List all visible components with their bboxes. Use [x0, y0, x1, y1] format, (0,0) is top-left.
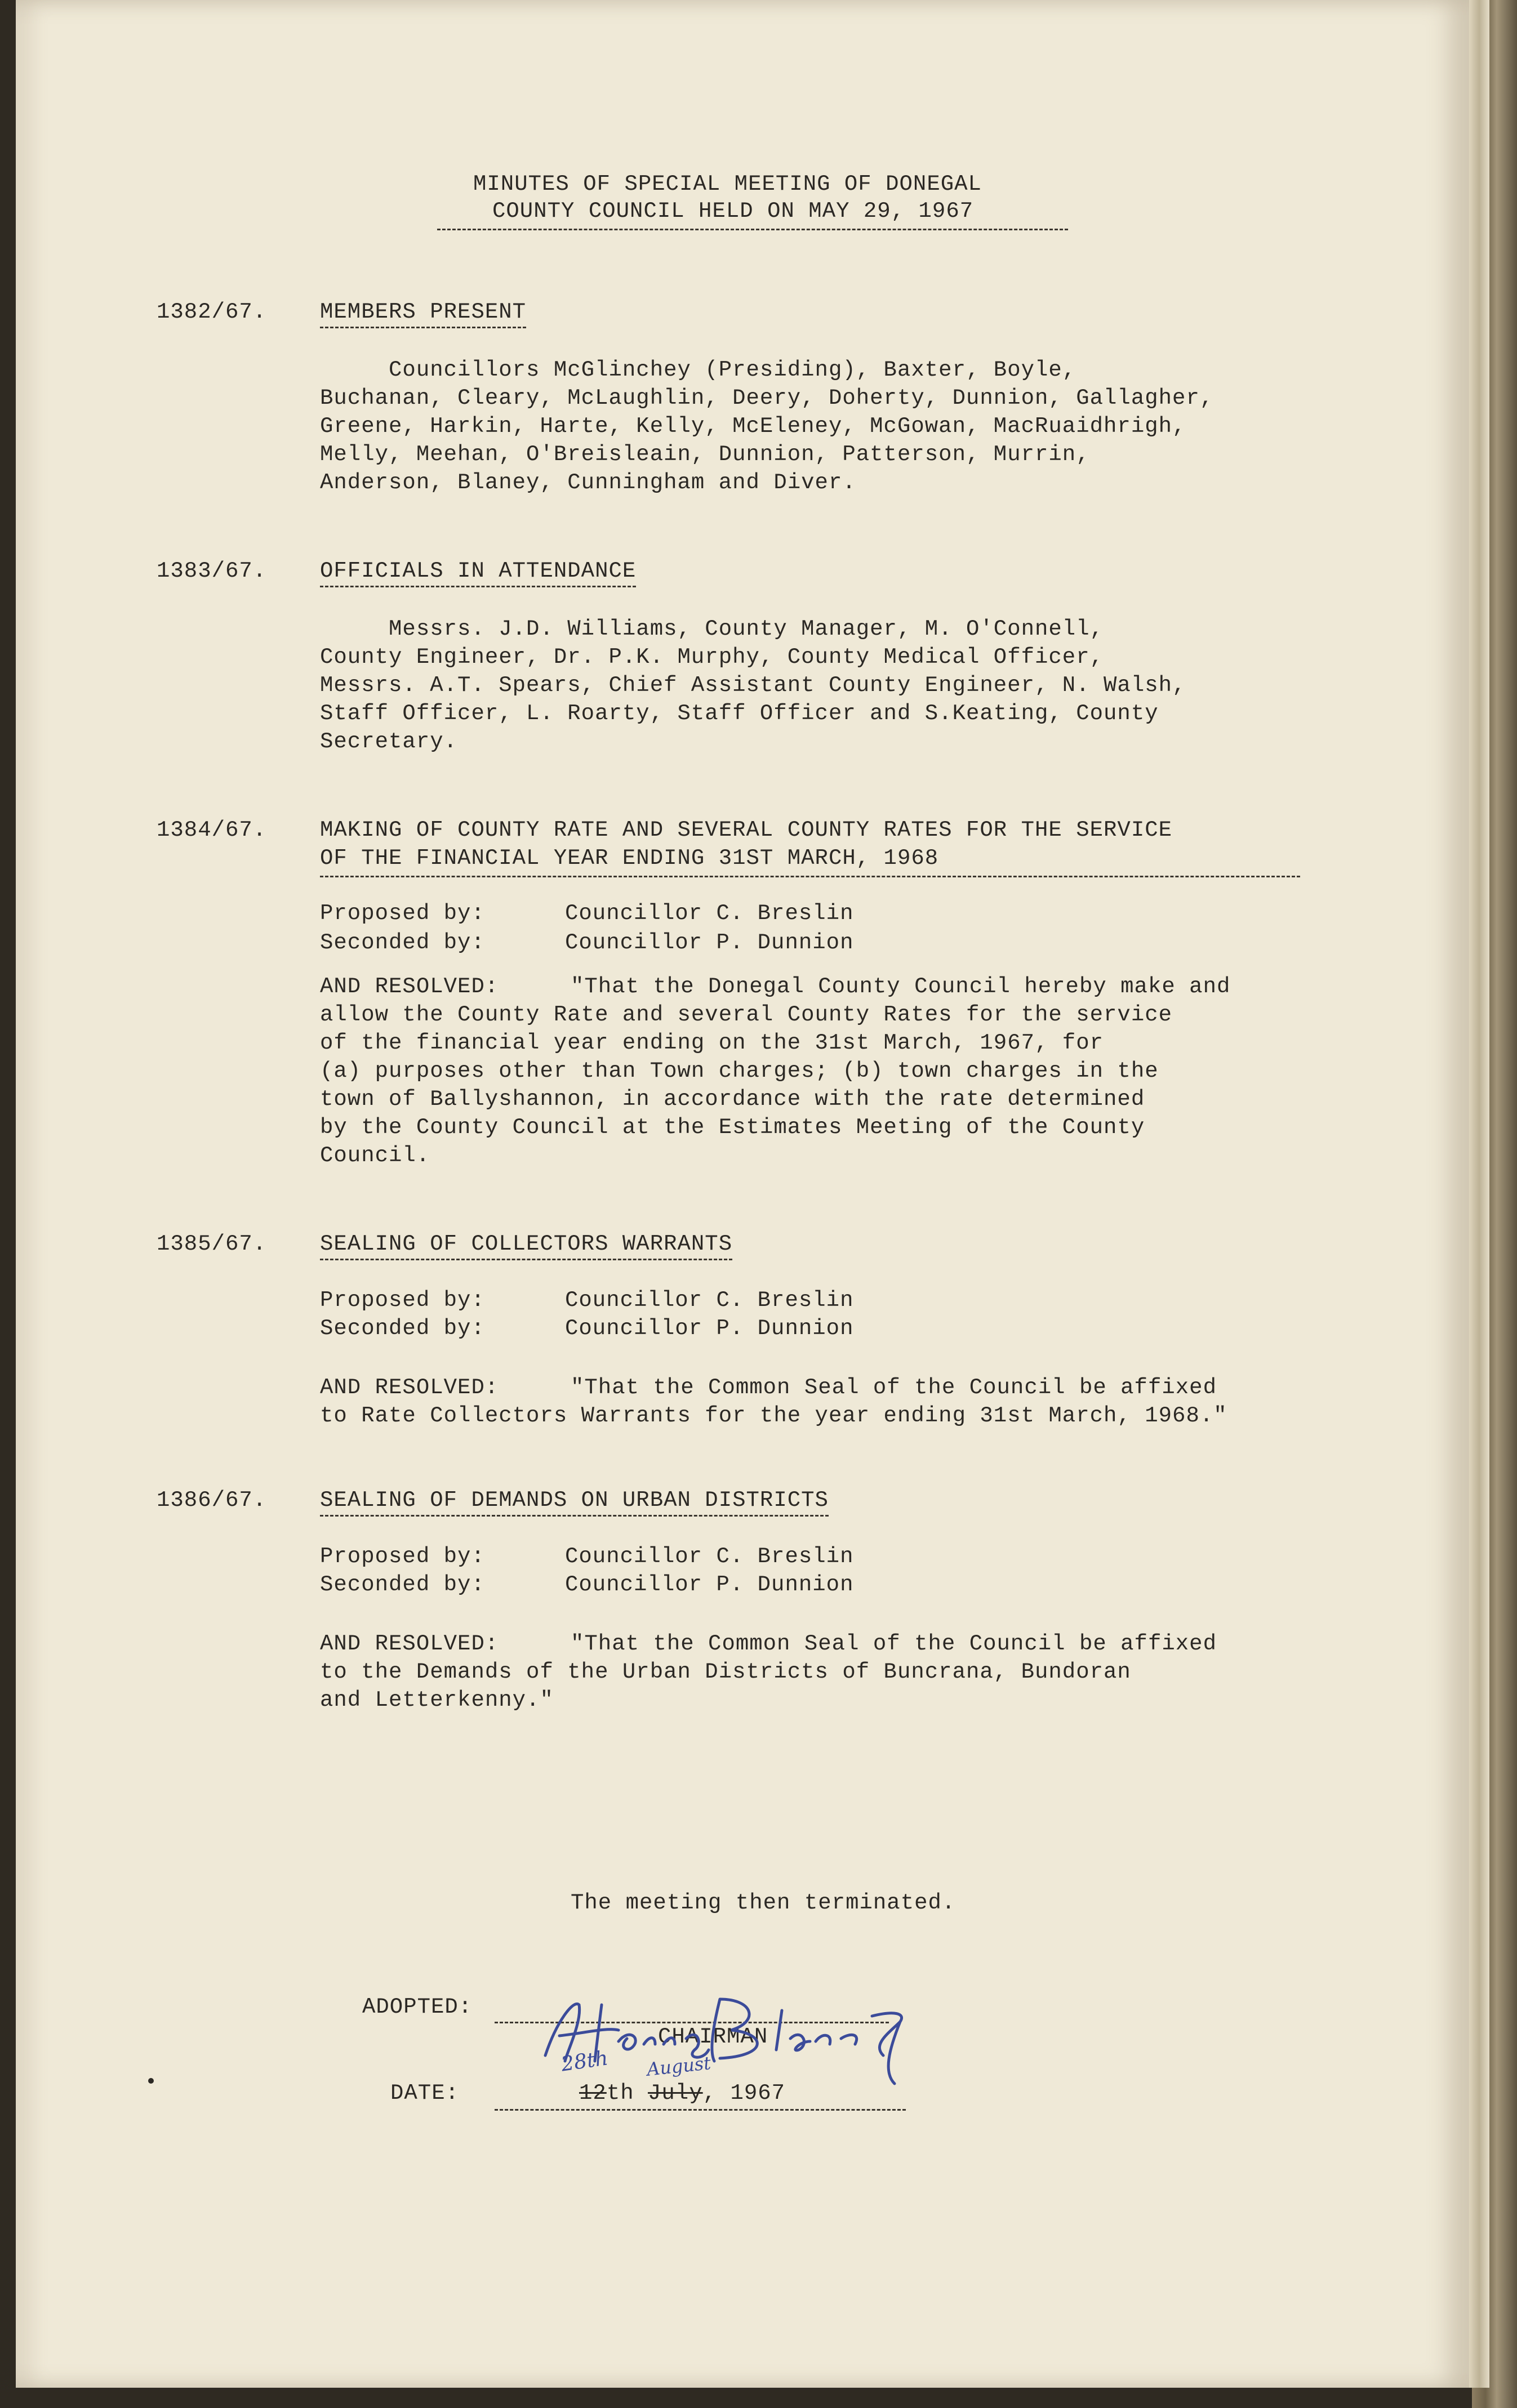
body-line: County Engineer, Dr. P.K. Murphy, County Medical Officer,	[320, 645, 1104, 670]
proposed-value: Councillor C. Breslin	[565, 901, 854, 926]
date-label: DATE:	[390, 2081, 460, 2106]
body-line: Secretary.	[320, 729, 458, 754]
body-line: Melly, Meehan, O'Breisleain, Dunnion, Patterson, Murrin,	[320, 442, 1090, 467]
document-page	[16, 0, 1472, 2388]
body-line: to Rate Collectors Warrants for the year ending 31st March, 1968."	[320, 1403, 1227, 1428]
ink-spot	[148, 2078, 154, 2084]
proposed-label: Proposed by:	[320, 901, 485, 926]
body-line: "That the Donegal County Council hereby make and	[571, 974, 1231, 999]
item-number: 1385/67.	[157, 1232, 267, 1256]
body-line: "That the Common Seal of the Council be affixed	[571, 1375, 1217, 1400]
body-line: Councillors McGlinchey (Presiding), Baxter, Boyle,	[320, 358, 1076, 382]
body-line: and Letterkenny."	[320, 1688, 554, 1713]
section-heading: SEALING OF DEMANDS ON URBAN DISTRICTS	[320, 1490, 829, 1511]
body-line: Greene, Harkin, Harte, Kelly, McEleney, McGowan, MacRuaidhrigh,	[320, 414, 1186, 439]
section-heading: OFFICIALS IN ATTENDANCE	[320, 560, 636, 582]
section-heading-line-2: OF THE FINANCIAL YEAR ENDING 31ST MARCH, 1968	[320, 846, 939, 871]
heading-underline	[320, 876, 1300, 877]
title-line-2: COUNTY COUNCIL HELD ON MAY 29, 1967	[492, 199, 974, 224]
proposed-label: Proposed by:	[320, 1288, 485, 1313]
proposed-label: Proposed by:	[320, 1544, 485, 1569]
resolved-label: AND RESOLVED:	[320, 1631, 499, 1656]
section-heading-line-1: MAKING OF COUNTY RATE AND SEVERAL COUNTY RATES FOR THE SERVICE	[320, 818, 1173, 842]
item-number: 1383/67.	[157, 559, 267, 583]
date-typed: 12th July, 1967	[579, 2081, 786, 2106]
section-heading: MEMBERS PRESENT	[320, 301, 526, 323]
body-line: "That the Common Seal of the Council be affixed	[571, 1631, 1217, 1656]
body-line: Anderson, Blaney, Cunningham and Diver.	[320, 470, 856, 495]
handwritten-day: 28th	[559, 2046, 610, 2076]
seconded-label: Seconded by:	[320, 930, 485, 955]
body-line: Staff Officer, L. Roarty, Staff Officer and S.Keating, County	[320, 701, 1159, 726]
seconded-value: Councillor P. Dunnion	[565, 1316, 854, 1341]
adopted-label: ADOPTED:	[362, 1995, 473, 2019]
body-line: Buchanan, Cleary, McLaughlin, Deery, Doherty, Dunnion, Gallagher,	[320, 386, 1214, 411]
body-line: Messrs. J.D. Williams, County Manager, M. O'Connell,	[320, 617, 1104, 641]
proposed-value: Councillor C. Breslin	[565, 1544, 854, 1569]
date-line	[495, 2109, 906, 2111]
page-edge	[1469, 0, 1489, 2388]
chairman-signature	[534, 1988, 928, 2089]
handwritten-month: August	[646, 2052, 712, 2080]
termination-note: The meeting then terminated.	[571, 1890, 956, 1915]
section-heading: SEALING OF COLLECTORS WARRANTS	[320, 1233, 732, 1255]
body-line: to the Demands of the Urban Districts of Buncrana, Bundoran	[320, 1660, 1131, 1684]
body-line: of the financial year ending on the 31st March, 1967, for	[320, 1031, 1104, 1055]
body-line: allow the County Rate and several County Rates for the service	[320, 1002, 1173, 1027]
item-number: 1384/67.	[157, 818, 267, 842]
body-line: by the County Council at the Estimates Meeting of the County	[320, 1115, 1145, 1140]
resolved-label: AND RESOLVED:	[320, 974, 499, 999]
item-number: 1382/67.	[157, 300, 267, 324]
resolved-label: AND RESOLVED:	[320, 1375, 499, 1400]
chairman-label: CHAIRMAN	[658, 2024, 768, 2049]
title-line-1: MINUTES OF SPECIAL MEETING OF DONEGAL	[473, 172, 982, 197]
item-number: 1386/67.	[157, 1488, 267, 1513]
body-line: Council.	[320, 1143, 430, 1168]
body-line: Messrs. A.T. Spears, Chief Assistant County Engineer, N. Walsh,	[320, 673, 1186, 698]
body-line: (a) purposes other than Town charges; (b) town charges in the	[320, 1059, 1159, 1083]
seconded-value: Councillor P. Dunnion	[565, 1572, 854, 1597]
proposed-value: Councillor C. Breslin	[565, 1288, 854, 1313]
title-underline	[437, 229, 1068, 230]
seconded-label: Seconded by:	[320, 1572, 485, 1597]
body-line: town of Ballyshannon, in accordance with the rate determined	[320, 1087, 1145, 1112]
seconded-value: Councillor P. Dunnion	[565, 930, 854, 955]
seconded-label: Seconded by:	[320, 1316, 485, 1341]
